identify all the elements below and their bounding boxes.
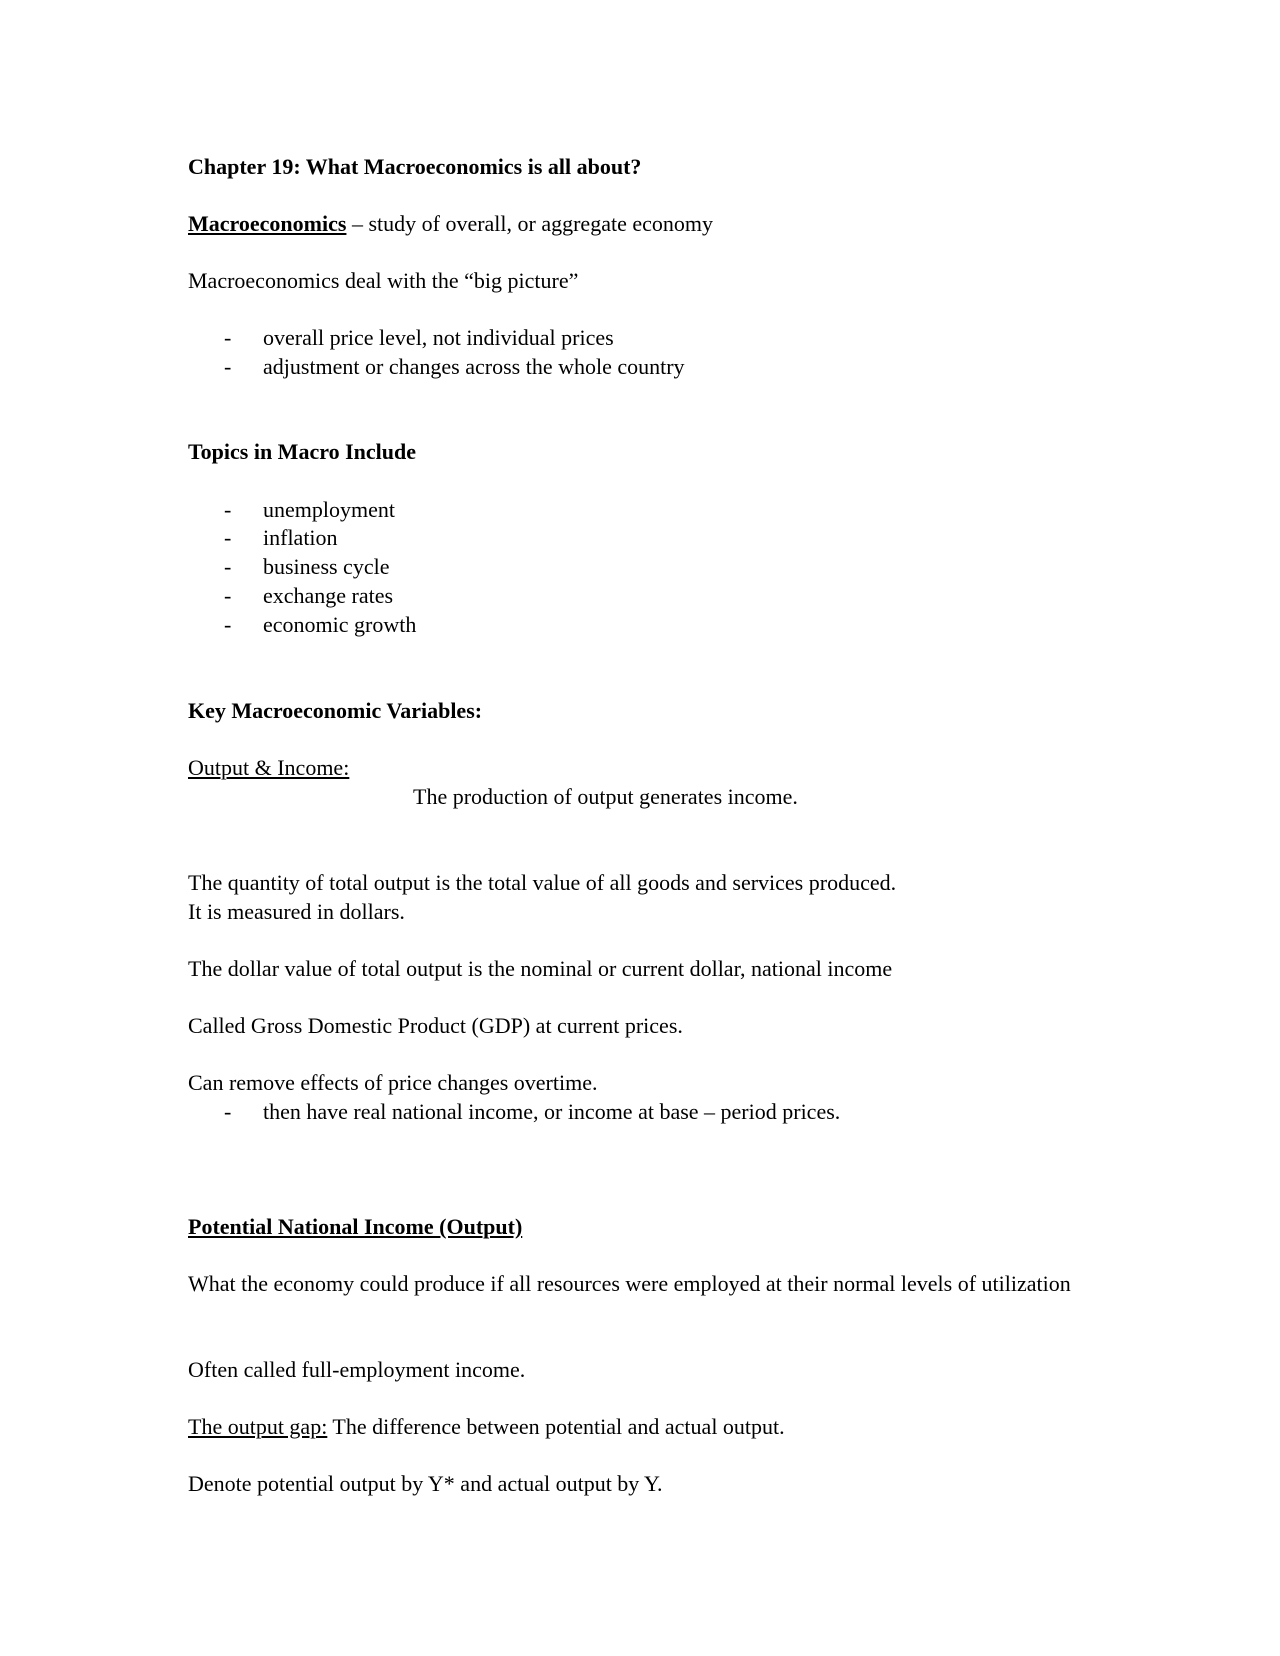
- bullet-dash: -: [224, 497, 232, 522]
- bullet-dash: -: [224, 554, 232, 579]
- big-picture-intro: Macroeconomics deal with the “big picture”: [188, 268, 579, 293]
- list-item: then have real national income, or income at base – period prices.: [263, 1099, 841, 1124]
- paragraph: It is measured in dollars.: [188, 899, 405, 924]
- output-income-label: Output & Income:: [188, 755, 350, 780]
- bullet-dash: -: [224, 525, 232, 550]
- paragraph: Denote potential output by Y* and actual output by Y.: [188, 1471, 663, 1496]
- paragraph: The quantity of total output is the total value of all goods and services produced.: [188, 870, 897, 895]
- key-variables-heading: Key Macroeconomic Variables:: [188, 698, 483, 723]
- bullet-dash: -: [224, 612, 232, 637]
- list-item: economic growth: [263, 612, 417, 637]
- definition-term: Macroeconomics: [188, 211, 347, 236]
- topics-heading: Topics in Macro Include: [188, 439, 416, 464]
- bullet-dash: -: [224, 325, 232, 350]
- list-item: adjustment or changes across the whole country: [263, 354, 685, 379]
- definition-text: – study of overall, or aggregate economy: [346, 211, 713, 236]
- paragraph: What the economy could produce if all resources were employed at their normal levels of utilization: [188, 1271, 1071, 1296]
- output-gap-label: The output gap:: [188, 1414, 328, 1439]
- list-item: unemployment: [263, 497, 395, 522]
- bullet-dash: -: [224, 583, 232, 608]
- list-item: business cycle: [263, 554, 390, 579]
- bullet-dash: -: [224, 1099, 232, 1124]
- list-item: inflation: [263, 525, 338, 550]
- output-gap-line: [188, 1412, 785, 1441]
- output-gap-text: The difference between potential and actual output.: [327, 1414, 785, 1439]
- list-item: overall price level, not individual prices: [263, 325, 614, 350]
- paragraph: Can remove effects of price changes overtime.: [188, 1070, 598, 1095]
- potential-heading: Potential National Income (Output): [188, 1214, 523, 1239]
- bullet-dash: -: [224, 354, 232, 379]
- paragraph: Often called full-employment income.: [188, 1357, 526, 1382]
- output-income-text: The production of output generates income.: [413, 784, 798, 809]
- chapter-title: Chapter 19: What Macroeconomics is all about?: [188, 154, 642, 179]
- paragraph: The dollar value of total output is the nominal or current dollar, national income: [188, 956, 893, 981]
- list-item: exchange rates: [263, 583, 394, 608]
- definition-line: [188, 209, 713, 238]
- paragraph: Called Gross Domestic Product (GDP) at current prices.: [188, 1013, 683, 1038]
